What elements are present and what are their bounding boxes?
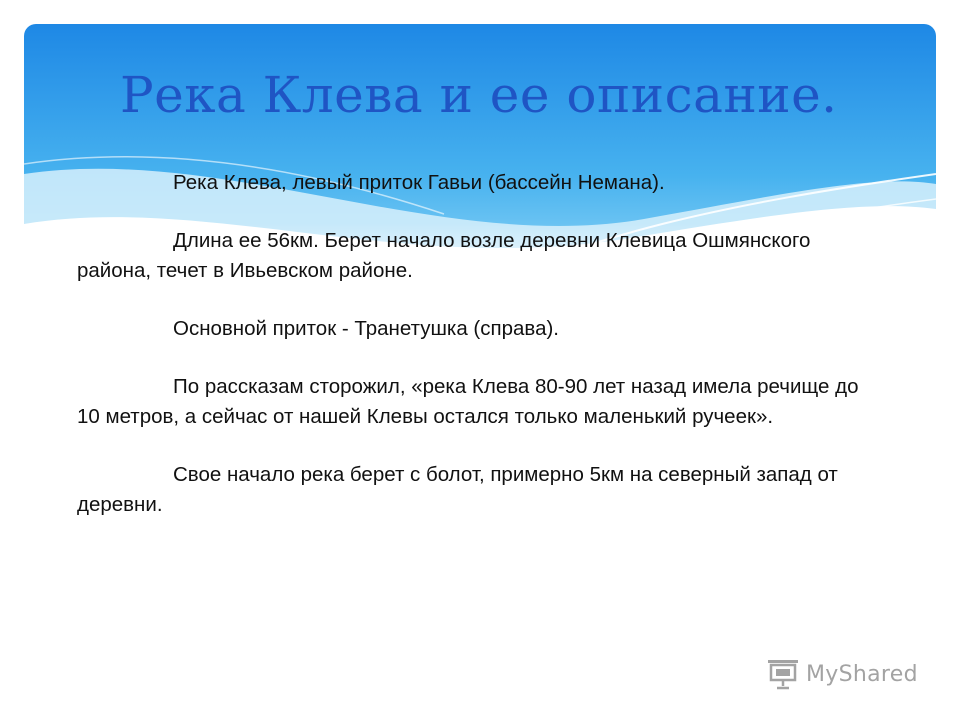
projector-screen-icon xyxy=(766,658,800,690)
watermark-logo xyxy=(766,656,918,692)
slide-title: Река Клева и ее описание. xyxy=(120,66,838,124)
paragraph-tributary: Река Клева, левый приток Гавьи (бассейн Немана). xyxy=(173,171,665,194)
paragraph-length: Длина ее 56км. Берет начало возле деревни Клевица Ошмянского района, течет в Ивьевском районе. xyxy=(77,229,811,282)
paragraph-main-tributary: Основной приток - Транетушка (справа). xyxy=(173,317,559,340)
paragraph-source: Свое начало река берет с болот, примерно 5км на северный запад от деревни. xyxy=(77,463,838,516)
watermark-text: MyShared xyxy=(806,661,918,687)
paragraph-old-timers: По рассказам сторожил, «река Клева 80-90 лет назад имела речище до 10 метров, а сейчас от нашей Клевы остался только маленький ручеек». xyxy=(77,375,859,428)
slide-body xyxy=(77,168,877,548)
